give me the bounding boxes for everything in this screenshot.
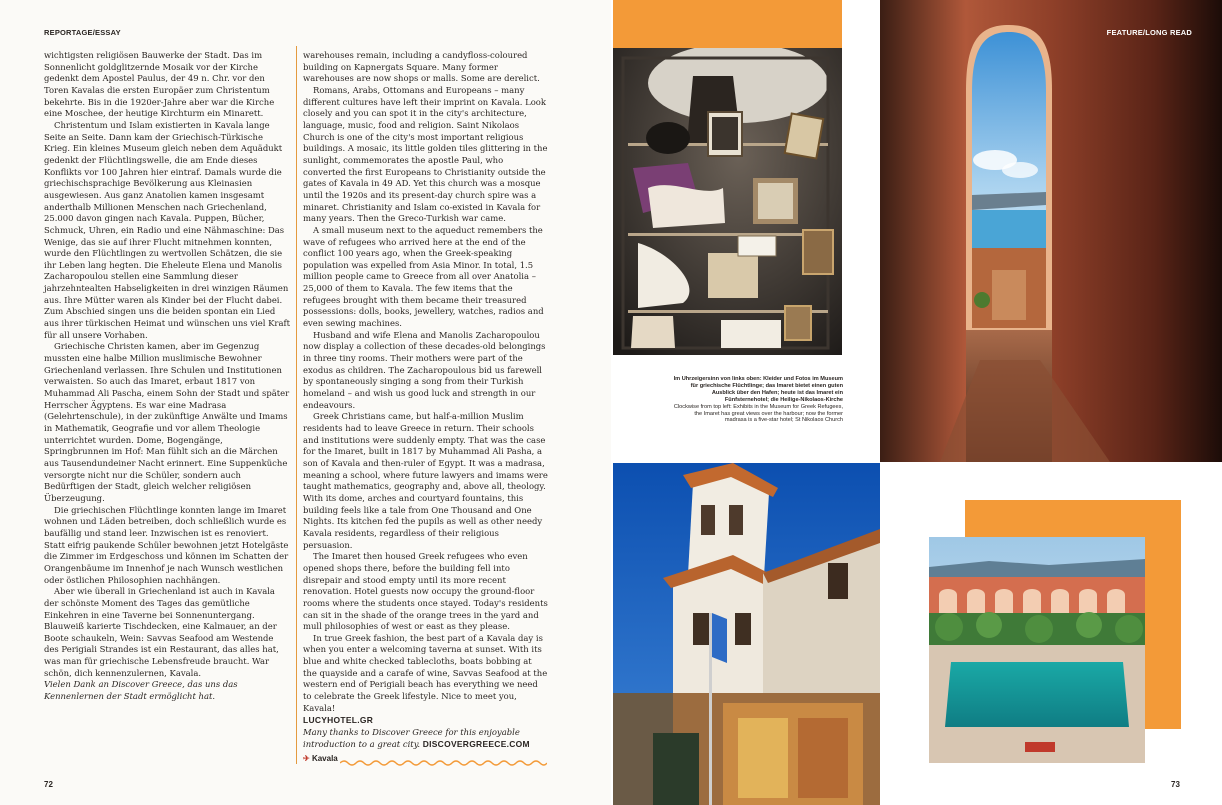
paragraph: Greek Christians came, but half-a-million Muslim residents had to leave Greece in return. Their schools and institutions were suddenly empty. That was the case for the Imaret, built in 1817 by Muhammad Ali Pasha, a son of Kavala and then-ruler of Egypt. It was a madrasa, meaning a school, where future lawyers and imams were taught mathematics, geography and, above all, theology. With its dome, arches and courtyard fountains, this building feels like a tale from One Thousand and One Nights. Its kitchen fed the pupils as well as other needy Kavala residents, regardless of their religious persuasion. <box>303 411 548 550</box>
paragraph: Aber wie überall in Griechenland ist auch in Kavala der schönste Moment des Tages das gemütliche Einkehren in eine Taverne bei Sonnenuntergang. Blauweiß karierte Tischdecken, eine Kalmauer, an der Boote schaukeln, Wein: Savvas Seafood am Westende des Perigiali Strandes ist ein Restaurant, das alles hat, was man für griechische Lebensfreude braucht. War schön, dich kennenzulernen, Kavala. <box>44 586 279 678</box>
paragraph: Die griechischen Flüchtlinge konnten lange im Imaret wohnen und Läden betreiben, doch schließlich wurde es baufällig und stand leer. Inzwischen ist es renoviert. Statt eifrig paukende Schüler bewohnen jetzt Hotelgäste die Zimmer im Erdgeschoss und können im Schatten der Orangenbäume im Innenhof je nach Wunsch westlichen oder östlichen Philosophien nachhängen. <box>44 504 289 585</box>
hotel-link[interactable]: LUCYHOTEL.GR <box>303 715 374 726</box>
museum-exhibits-photo <box>613 48 842 355</box>
imaret-arch-view-photo <box>880 0 1222 462</box>
caption-german: Im Uhrzeigersinn von links oben: Kleider und Fotos im Museum für griechische Flüchtlinge; das Imaret bietet einen guten Ausblick über den Hafen; heute ist das Imaret ein Fünfsternehotel; die Heilige-Nikolaos-Kirche <box>673 376 843 403</box>
orange-accent-block <box>613 0 842 48</box>
paragraph: wichtigsten religiösen Bauwerke der Stadt. Das im Sonnenlicht goldglitzernde Mosaik vor der Kirche gedenkt dem Apostel Paulus, der 49 n. Chr. vor den Toren Kavalas die ersten Europäer zum Christentum bekehrte. Bis in die 1920er-Jahre aber war die Kirche eine Moschee, der heutige Kirchturm ein Minarett. <box>44 50 275 119</box>
wavy-line-decoration <box>340 758 547 768</box>
english-thanks-note: Many thanks to Discover Greece for this enjoyable introduction to a great city. <box>303 727 520 749</box>
paragraph: Christentum und Islam existierten in Kavala lange Seite an Seite. Dann kam der Griechisch-Türkische Krieg. Ein kleines Museum gleich neben dem Aquädukt gedenkt der Flüchtlingswelle, die am Ende dieses Konflikts vor 100 Jahren hier eintraf. Damals wurde die griechischsprachige Bevölkerung aus Kleinasien ausgewiesen. Aus ganz Anatolien kamen insgesamt anderthalb Millionen Menschen nach Griechenland, 25.000 davon gingen nach Kavala. Puppen, Bücher, Schmuck, Uhren, ein Radio und eine Nähmaschine: Das Wenige, das sie auf ihrer Flucht mitnehmen konnten, wurde den Flüchtlingen zu wertvollen Schätzen, die sie ihr Leben lang hegten. Die Eheleute Elena und Manolis Zacharopoulou stellen eine Sammlung dieser jahrzehntealten Habseligkeiten in drei winzigen Räumen aus. Ihre Mütter waren als Kinder bei der Flucht dabei. Zum Abschied singen uns die beiden spontan ein Lied aus ihrer türkischen Heimat und wünschen uns viel Kraft für all unsere Vorhaben. <box>44 119 291 340</box>
right-page <box>611 0 1222 805</box>
photo-caption <box>673 376 843 424</box>
plane-icon: ✈ <box>303 754 310 764</box>
imaret-pool-photo <box>929 537 1145 763</box>
english-text-column <box>303 50 548 765</box>
section-kicker: REPORTAGE/ESSAY <box>44 28 121 37</box>
discover-greece-link[interactable]: DISCOVERGREECE.COM <box>422 738 530 749</box>
paragraph: warehouses remain, including a candyfloss-coloured building on Kapnergats Square. Many former warehouses are now shops or malls. Some are derelict. <box>303 50 540 84</box>
paragraph: The Imaret then housed Greek refugees who even opened shops there, before the building fell into disrepair and stood empty until its more recent renovation. Hotel guests now occupy the ground-floor rooms where the students once stayed. Today's residents can sit in the shade of the orange trees in the yard and mull philosophies of west or east as they please. <box>303 551 548 632</box>
page-number: 72 <box>44 780 53 789</box>
paragraph: Husband and wife Elena and Manolis Zacharopoulou now display a collection of these decades-old belongings in three tiny rooms. Their mothers were part of the exodus as children. The Zacharopoulous bid us farewell by spontaneously singing a song from their Turkish homeland – and wish us good luck and strength in our endeavours. <box>303 329 546 410</box>
caption-english: Clockwise from top left: Exhibits in the Museum for Greek Refugees, the Imaret has great views over the harbour; now the former madrasa is a five-star hotel; St Nikolaos Church <box>673 403 843 424</box>
paragraph: Griechische Christen kamen, aber im Gegenzug mussten eine halbe Million muslimische Bewohner Griechenland verlassen. Ihre Schulen und Institutionen verwaisten. So auch das Imaret, erbaut 1817 von Muhammad Ali Pascha, einem Sohn der Stadt und später Herrscher Ägyptens. Es war eine Madrasa (Gelehrtenschule), in der zukünftige Anwälte und Imams in Mathematik, Geografie und vor allem Theologie unterrichtet wurden. Dome, Bogengänge, Springbrunnen im Hof: Man fühlt sich an die Märchen aus Tausendundeiner Nacht erinnert. Eine Suppenküche versorgte nicht nur die Schüler, sondern auch Bedürftigen der Stadt, gleich welcher religiösen Überzeugung. <box>44 341 290 503</box>
st-nikolaos-church-photo <box>613 463 880 805</box>
german-thanks-note: Vielen Dank an Discover Greece, das uns das Kennenlernen der Stadt ermöglicht hat. <box>44 679 238 702</box>
destination-label: Kavala <box>311 754 338 764</box>
paragraph: Romans, Arabs, Ottomans and Europeans – many different cultures have left their imprint on Kavala. Look closely and you can spot it in the city's architecture, language, music, food and religion. Saint Nikolaos Church is one of the city's most important religious buildings. A mosaic, its little golden tiles glittering in the sunlight, commemorates the apostle Paul, who converted the first Europeans to Christianity outside the gates of Kavala in 49 AD. Yet this church was a mosque until the 1920s and its present-day church spire was a minaret. Christianity and Islam co-existed in Kavala for many years. Then the Greco-Turkish war came. <box>303 84 548 224</box>
german-text-column <box>44 50 290 703</box>
paragraph: In true Greek fashion, the best part of a Kavala day is when you enter a welcoming taverna at sunset. With its blue and white checked tablecloths, boats bobbing at the quayside and a carafe of wine, Savvas Seafood at the western end of Perigiali beach has everything we need to celebrate the Greek lifestyle. Nice to meet you, Kavala! <box>303 632 548 713</box>
page-number: 73 <box>1171 780 1180 789</box>
column-divider <box>296 46 297 764</box>
section-kicker: FEATURE/LONG READ <box>1106 28 1192 37</box>
paragraph: A small museum next to the aqueduct remembers the wave of refugees who arrived here at the end of the conflict 100 years ago, when the Greek-speaking population was expelled from Asia Minor. In total, 1.5 million people came to Greece from all over Anatolia – 25,000 of them to Kavala. The few items that the refugees brought with them became their treasured possessions: dolls, books, jewellery, watches, radios and even sewing machines. <box>303 224 544 329</box>
